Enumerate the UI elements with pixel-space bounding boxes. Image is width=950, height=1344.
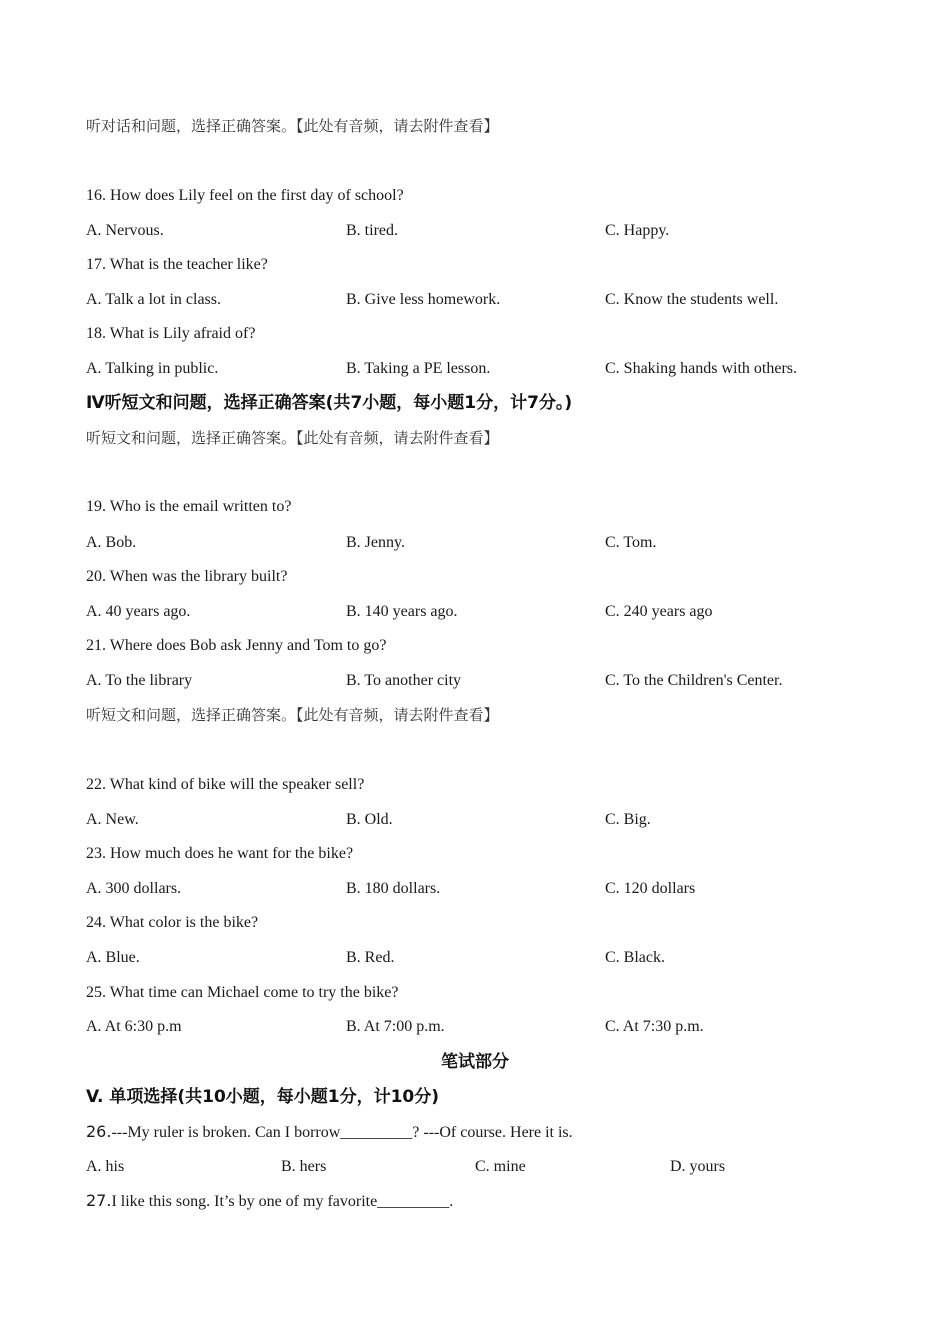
question-19: 19. Who is the email written to?: [86, 498, 292, 515]
q20-option-c: C. 240 years ago: [605, 603, 713, 620]
q26-number: 26.: [86, 1122, 112, 1141]
question-27: [86, 1191, 453, 1212]
question-22: 22. What kind of bike will the speaker sell?: [86, 776, 365, 793]
q26-option-a: A. his: [86, 1158, 125, 1175]
q26-option-b: B. hers: [281, 1158, 327, 1175]
question-20: 20. When was the library built?: [86, 568, 288, 585]
q24-option-c: C. Black.: [605, 949, 665, 966]
listen-passage-note-1: 听短文和问题，选择正确答案。【此处有音频，请去附件查看】: [86, 429, 499, 447]
written-part-title: 笔试部分: [441, 1052, 509, 1072]
q19-option-b: B. Jenny.: [346, 534, 405, 551]
q25-option-b: B. At 7:00 p.m.: [346, 1018, 445, 1035]
q17-option-c: C. Know the students well.: [605, 291, 779, 308]
question-26: [86, 1122, 573, 1143]
q22-option-b: B. Old.: [346, 811, 393, 828]
question-23: 23. How much does he want for the bike?: [86, 845, 354, 862]
q26-option-c: C. mine: [475, 1158, 526, 1175]
q24-option-a: A. Blue.: [86, 949, 140, 966]
question-16: 16. How does Lily feel on the first day of school?: [86, 187, 404, 204]
q24-option-b: B. Red.: [346, 949, 395, 966]
q16-option-b: B. tired.: [346, 222, 398, 239]
q19-option-a: A. Bob.: [86, 534, 137, 551]
q22-option-c: C. Big.: [605, 811, 651, 828]
q20-option-b: B. 140 years ago.: [346, 603, 458, 620]
q16-option-a: A. Nervous.: [86, 222, 164, 239]
listen-dialogue-note: 听对话和问题，选择正确答案。【此处有音频，请去附件查看】: [86, 117, 499, 135]
q23-option-a: A. 300 dollars.: [86, 880, 182, 897]
question-25: 25. What time can Michael come to try the bike?: [86, 984, 399, 1001]
listen-passage-note-2: 听短文和问题，选择正确答案。【此处有音频，请去附件查看】: [86, 706, 499, 724]
q18-option-a: A. Talking in public.: [86, 360, 219, 377]
question-17: 17. What is the teacher like?: [86, 256, 268, 273]
q25-option-a: A. At 6:30 p.m: [86, 1018, 182, 1035]
q27-number: 27.: [86, 1191, 112, 1210]
question-18: 18. What is Lily afraid of?: [86, 325, 256, 342]
q19-option-c: C. Tom.: [605, 534, 657, 551]
q26-option-d: D. yours: [670, 1158, 726, 1175]
question-24: 24. What color is the bike?: [86, 914, 259, 931]
q21-option-b: B. To another city: [346, 672, 462, 689]
q23-option-c: C. 120 dollars: [605, 880, 696, 897]
q21-option-a: A. To the library: [86, 672, 193, 689]
q17-option-b: B. Give less homework.: [346, 291, 501, 308]
q21-option-c: C. To the Children's Center.: [605, 672, 783, 689]
q25-option-c: C. At 7:30 p.m.: [605, 1018, 704, 1035]
q20-option-a: A. 40 years ago.: [86, 603, 191, 620]
q23-option-b: B. 180 dollars.: [346, 880, 441, 897]
q17-option-a: A. Talk a lot in class.: [86, 291, 222, 308]
q22-option-a: A. New.: [86, 811, 139, 828]
q18-option-c: C. Shaking hands with others.: [605, 360, 797, 377]
part5-heading: V. 单项选择(共10小题，每小题1分，计10分): [86, 1087, 440, 1107]
q16-option-c: C. Happy.: [605, 222, 670, 239]
q27-text: I like this song. It’s by one of my favorite_________.: [111, 1193, 454, 1210]
q18-option-b: B. Taking a PE lesson.: [346, 360, 491, 377]
part4-heading: Ⅳ听短文和问题，选择正确答案(共7小题，每小题1分，计7分。): [86, 393, 573, 413]
question-21: 21. Where does Bob ask Jenny and Tom to go?: [86, 637, 387, 654]
q26-text: ---My ruler is broken. Can I borrow_________? ---Of course. Here it is.: [111, 1124, 573, 1141]
